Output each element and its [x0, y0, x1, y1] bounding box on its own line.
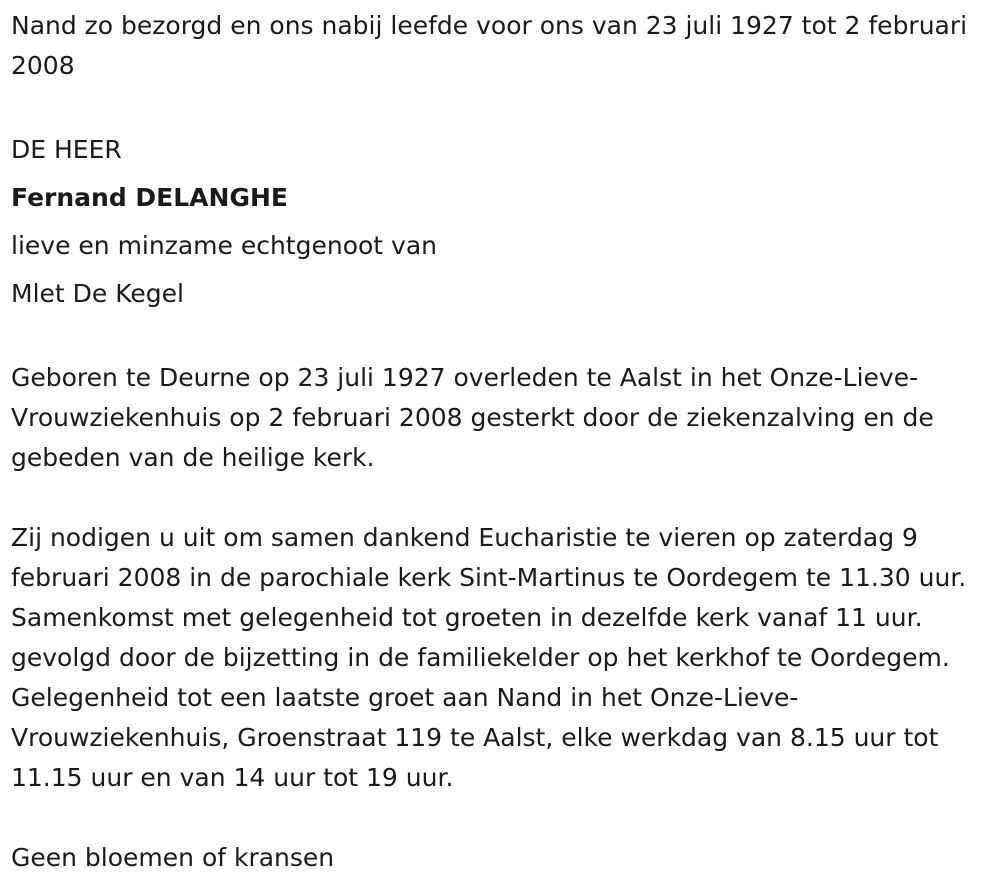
relation-line: lieve en minzame echtgenoot van — [11, 231, 438, 260]
spacer — [11, 478, 991, 518]
service-paragraph: Zij nodigen u uit om samen dankend Eucharistie te vieren op zaterdag 9 februari 2008 in de parochiale kerk Sint-Martinus te Oordegem te 11.30 uur. Samenkomst met gelegenheid tot groeten in dezelfde kerk vanaf 11 uur. gevolgd door de bijzetting in de familiekelder op het kerkhof te Oordegem. Gelegenheid tot een laatste groet aan Nand in het Onze-Lieve-Vrouwziekenhuis, Groenstraat 119 te Aalst, elke werkdag van 8.15 uur tot 11.15 uur en van 14 uur tot 19 uur. — [11, 523, 967, 792]
spacer — [11, 86, 991, 126]
title-line: DE HEER — [11, 135, 122, 164]
obituary-document — [11, 6, 991, 878]
birth-death-paragraph: Geboren te Deurne op 23 juli 1927 overleden te Aalst in het Onze-Lieve-Vrouwziekenhuis op 2 februari 2008 gesterkt door de ziekenzalving en de gebeden van de heilige kerk. — [11, 363, 934, 472]
closing-line: Geen bloemen of kransen — [11, 843, 335, 872]
deceased-name: Fernand DELANGHE — [11, 183, 288, 212]
spacer — [11, 798, 991, 838]
spouse-name: Mlet De Kegel — [11, 279, 184, 308]
intro-paragraph: Nand zo bezorgd en ons nabij leefde voor ons van 23 juli 1927 tot 2 februari 2008 — [11, 11, 968, 80]
spacer — [11, 318, 991, 358]
